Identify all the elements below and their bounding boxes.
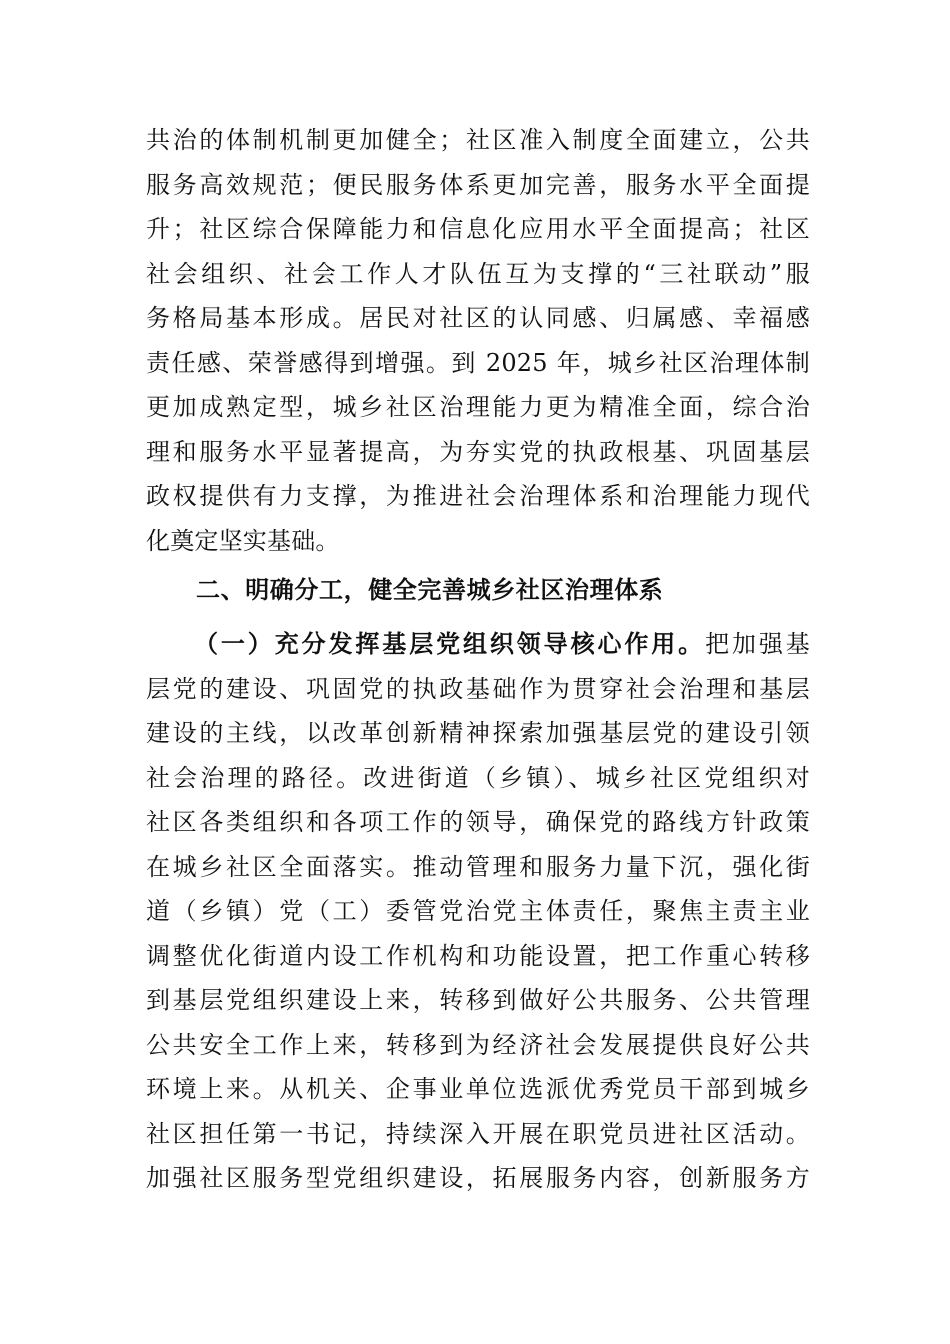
paragraph-line: 调整优化街道内设工作机构和功能设置，把工作重心转移 — [146, 941, 810, 970]
paragraph-line: 社区担任第一书记，持续深入开展在职党员进社区活动。 — [146, 1119, 810, 1148]
paragraph-line: 社会组织、社会工作人才队伍互为支撑的“三社联动”服 — [146, 259, 810, 288]
paragraph-line: 化奠定坚实基础。 — [146, 526, 340, 555]
paragraph-line: 更加成熟定型，城乡社区治理能力更为精准全面，综合治 — [146, 393, 810, 421]
paragraph-line: 建设的主线，以改革创新精神探索加强基层党的建设引领 — [146, 719, 810, 747]
paragraph-line: 责任感、荣誉感得到增强。到 2025 年，城乡社区治理体制 — [146, 348, 810, 377]
paragraph-line: 环境上来。从机关、企事业单位选派优秀党员干部到城乡 — [146, 1075, 810, 1103]
subsection-lead-text: 把加强基 — [705, 630, 810, 658]
paragraph-line: 政权提供有力支撑，为推进社会治理体系和治理能力现代 — [146, 482, 810, 510]
paragraph-line: 到基层党组织建设上来，转移到做好公共服务、公共管理 — [146, 986, 810, 1014]
subsection-paragraph — [146, 622, 810, 1201]
paragraph-line: 共治的体制机制更加健全；社区准入制度全面建立，公共 — [146, 126, 810, 154]
paragraph-line: 加强社区服务型党组织建设，拓展服务内容，创新服务方 — [146, 1164, 810, 1192]
paragraph-line: 务格局基本形成。居民对社区的认同感、归属感、幸福感 — [146, 304, 810, 332]
paragraph-line: 社会治理的路径。改进街道（乡镇）、城乡社区党组织对 — [146, 763, 810, 792]
paragraph-line: 社区各类组织和各项工作的领导，确保党的路线方针政策 — [146, 808, 810, 836]
paragraph-line: 在城乡社区全面落实。推动管理和服务力量下沉，强化街 — [146, 852, 810, 881]
paragraph-continued — [146, 118, 810, 563]
subsection-first-line — [146, 622, 810, 667]
paragraph-line: 层党的建设、巩固党的执政基础作为贯穿社会治理和基层 — [146, 674, 810, 703]
paragraph-line: 升；社区综合保障能力和信息化应用水平全面提高；社区 — [146, 215, 810, 243]
paragraph-line: 公共安全工作上来，转移到为经济社会发展提供良好公共 — [146, 1030, 810, 1059]
paragraph-line: 理和服务水平显著提高，为夯实党的执政根基、巩固基层 — [146, 437, 810, 466]
section-heading: 二、明确分工，健全完善城乡社区治理体系 — [196, 576, 664, 604]
paragraph-line: 道（乡镇）党（工）委管党治党主体责任，聚焦主责主业 — [146, 897, 810, 925]
subsection-title: （一）充分发挥基层党组织领导核心作用。 — [194, 630, 706, 658]
paragraph-line: 服务高效规范；便民服务体系更加完善，服务水平全面提 — [146, 170, 810, 199]
